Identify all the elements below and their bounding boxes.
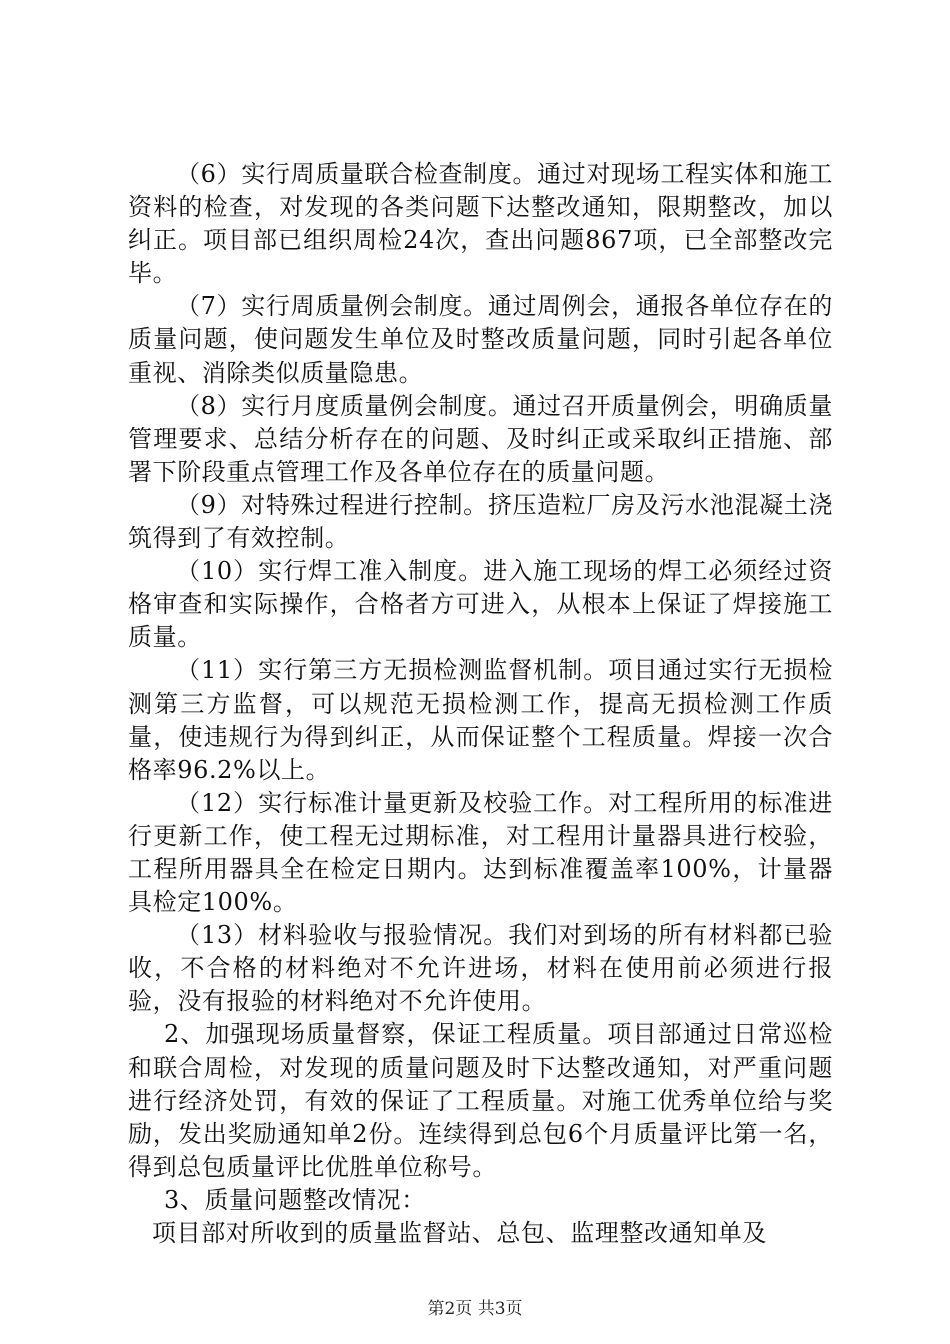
- paragraph-9: （9）对特殊过程进行控制。挤压造粒厂房及污水池混凝土浇筑得到了有效控制。: [128, 490, 833, 553]
- paragraph-continuation: 项目部对所收到的质量监督站、总包、监理整改通知单及: [152, 1219, 767, 1247]
- paragraph-10: （10）实行焊工准入制度。进入施工现场的焊工必须经过资格审查和实际操作，合格者方可进入，从根本上保证了焊接施工质量。: [128, 557, 833, 652]
- paragraph-7: （7）实行周质量例会制度。通过周例会，通报各单位存在的质量问题，使问题发生单位及时整改质量问题，同时引起各单位重视、消除类似质量隐患。: [128, 292, 833, 387]
- paragraph-12: （12）实行标准计量更新及校验工作。对工程所用的标准进行更新工作，使工程无过期标准，对工程用计量器具进行校验，工程所用器具全在检定日期内。达到标准覆盖率100%，计量器具检定100%。: [128, 788, 833, 917]
- paragraph-13: （13）材料验收与报验情况。我们对到场的所有材料都已验收，不合格的材料绝对不允许进场，材料在使用前必须进行报验，没有报验的材料绝对不允许使用。: [128, 921, 833, 1016]
- document-body: [128, 158, 833, 1250]
- paragraph-section-2: 2、加强现场质量督察，保证工程质量。项目部通过日常巡检和联合周检，对发现的质量问题及时下达整改通知，对严重问题进行经济处罚，有效的保证了工程质量。对施工优秀单位给与奖励，发出奖励通知单2份。连续得到总包6个月质量评比第一名，得到总包质量评比优胜单位称号。: [128, 1020, 833, 1181]
- paragraph-11: （11）实行第三方无损检测监督机制。项目通过实行无损检测第三方监督，可以规范无损检测工作，提高无损检测工作质量，使违规行为得到纠正，从而保证整个工程质量。焊接一次合格率96.2%以上。: [128, 656, 833, 784]
- paragraph-6: （6）实行周质量联合检查制度。通过对现场工程实体和施工资料的检查，对发现的各类问题下达整改通知，限期整改，加以纠正。项目部已组织周检24次，查出问题867项，已全部整改完毕。: [128, 160, 833, 288]
- page-number-footer: 第2页 共3页: [427, 1299, 523, 1319]
- paragraph-section-3: 3、质量问题整改情况：: [164, 1185, 426, 1214]
- paragraph-8: （8）实行月度质量例会制度。通过召开质量例会，明确质量管理要求、总结分析存在的问题、及时纠正或采取纠正措施、部署下阶段重点管理工作及各单位存在的质量问题。: [128, 391, 833, 486]
